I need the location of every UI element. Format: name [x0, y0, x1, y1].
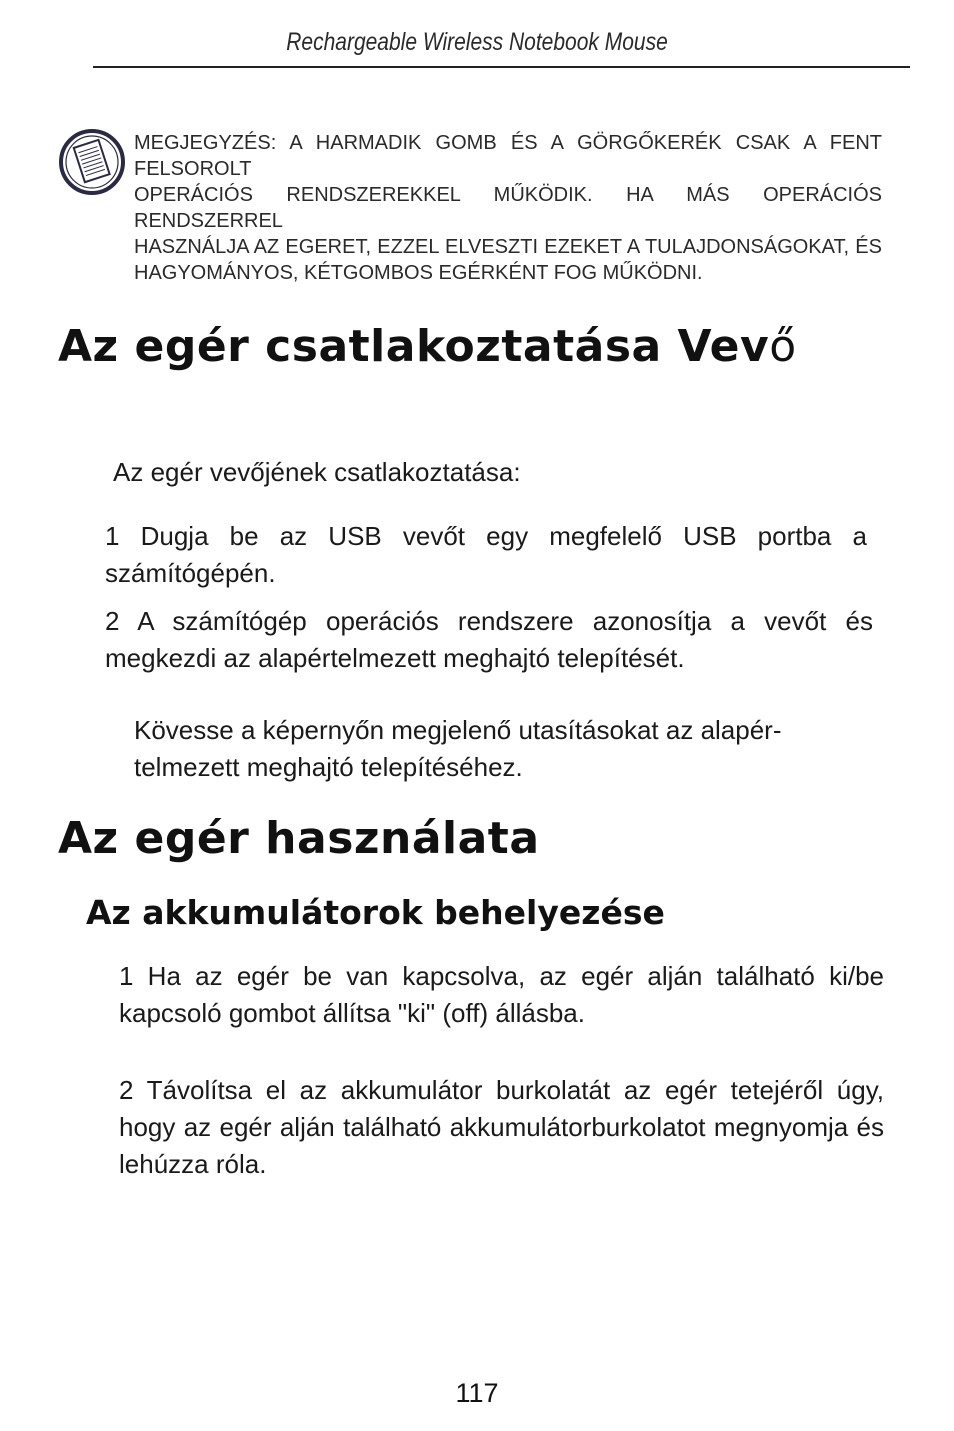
note-line: HASZNÁLJA AZ EGERET, EZZEL ELVESZTI EZEKET A TULAJDONSÁGOKAT, ÉS — [134, 236, 882, 258]
step-text: 1 Ha az egér be van kapcsolva, az egér alján található ki/be kapcsoló gombot állítsa "ki" (off) állásba. — [119, 961, 884, 1028]
page-number: 117 — [455, 1378, 499, 1408]
step-text: 2 A számítógép operációs rendszere azonosítja a vevőt és megkezdi az alapértelmezett meghajtó telepítését. — [105, 606, 873, 673]
section-heading-connect-receiver — [58, 321, 797, 372]
intro-text: Az egér vevőjének csatlakoztatása: — [113, 457, 521, 487]
step-text: 1 Dugja be az USB vevőt egy megfelelő USB portba a számítógépén. — [105, 521, 867, 588]
follow-instructions-text — [134, 712, 894, 786]
subsection-heading-batteries: Az akkumulátorok behelyezése — [86, 893, 665, 932]
running-header-title: Rechargeable Wireless Notebook Mouse — [286, 28, 668, 56]
follow-line: telmezett meghajtó telepítéséhez. — [134, 752, 523, 782]
heading-text: Az egér csatlakoztatása Vev — [58, 321, 770, 372]
section-heading-using-mouse: Az egér használata — [58, 813, 540, 864]
header-rule — [93, 66, 910, 68]
notepad-icon — [58, 128, 126, 196]
note-line: HAGYOMÁNYOS, KÉTGOMBOS EGÉRKÉNT FOG MŰKÖDNI. — [134, 262, 703, 284]
note-line: MEGJEGYZÉS: A HARMADIK GOMB ÉS A GÖRGŐKERÉK CSAK A FENT FELSOROLT — [134, 132, 882, 180]
step-text: 2 Távolítsa el az akkumulátor burkolatát az egér tetejéről úgy, hogy az egér alján található akkumulátorburkolatot megnyomja és lehúzza róla. — [119, 1075, 884, 1179]
follow-line: Kövesse a képernyőn megjelenő utasításokat az alapér- — [134, 715, 782, 745]
note-line: OPERÁCIÓS RENDSZEREKKEL MŰKÖDIK. HA MÁS OPERÁCIÓS RENDSZERREL — [134, 184, 882, 232]
heading-tail: ő — [769, 321, 797, 372]
note-block — [134, 130, 882, 286]
